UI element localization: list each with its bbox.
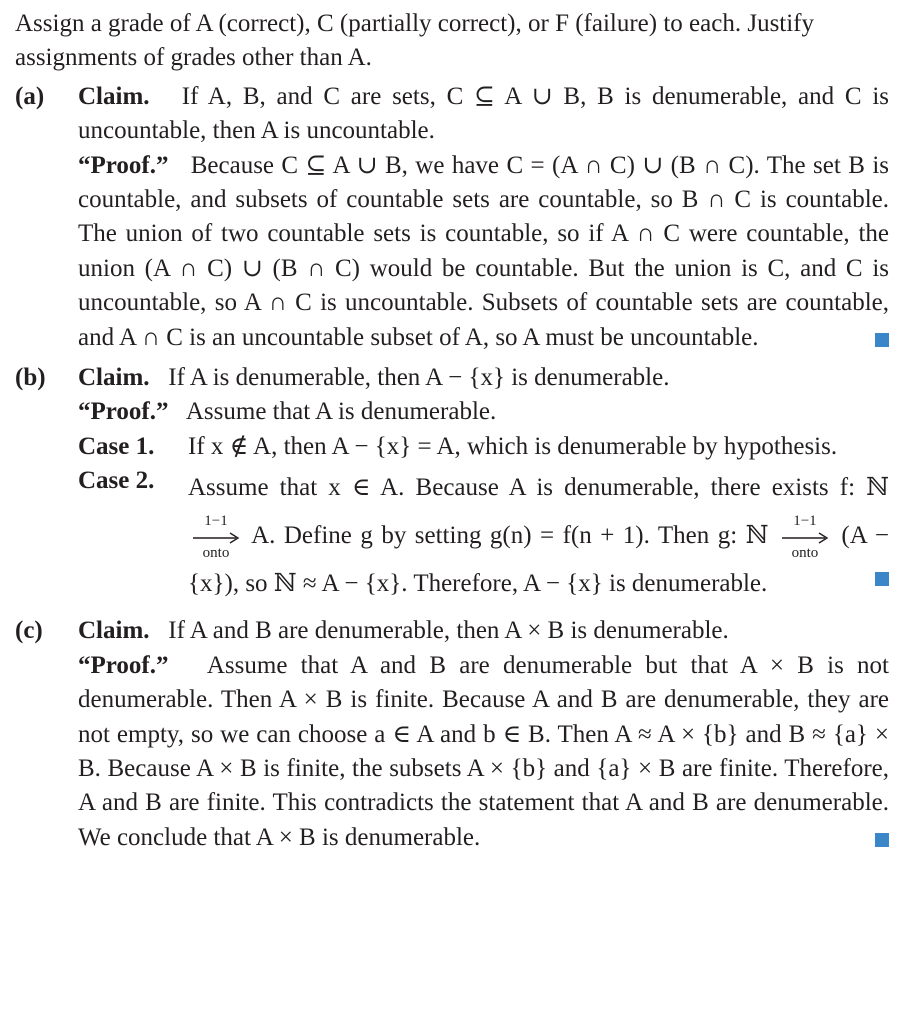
case-1-label: Case 1.	[78, 432, 155, 460]
item-b-label: (b)	[15, 364, 46, 392]
item-c-body	[78, 614, 889, 855]
case-1-text: If x ∉ A, then A − {x} = A, which is denumerable by hypothesis.	[188, 432, 838, 460]
case-2	[78, 464, 889, 608]
proof-text: Assume that A is denumerable.	[185, 398, 497, 426]
claim-label: Claim.	[78, 617, 150, 645]
function-f: f: ℕ	[839, 474, 890, 502]
qed-square-icon	[875, 833, 889, 847]
proof-text: Assume that A and B are denumerable but that A × B is not denumerable. Then A × B is finite. Because A and B are denumerable, they are not empty, so we can choose a ∈ A and b ∈ B. Then A ≈ A × {b} and B ≈ {a} × B. Because A × B is finite, the subsets A × {b} and {a} × B are finite. Therefore, A and B are finite. This contradicts the statement that A and B are denumerable. We conclude that A × B is denumerable.	[78, 651, 889, 851]
case-2-label: Case 2.	[78, 467, 155, 495]
arrow-top-label: 1−1	[793, 512, 817, 529]
arrow-bottom-label: onto	[202, 544, 230, 561]
claim-text: If A and B are denumerable, then A × B is denumerable.	[168, 617, 729, 645]
bijection-arrow-icon	[192, 512, 240, 561]
claim-label: Claim.	[78, 364, 150, 392]
qed-square-icon	[875, 333, 889, 347]
item-c-label: (c)	[15, 617, 43, 645]
page	[15, 7, 889, 861]
item-b-body	[78, 361, 889, 608]
case-2-text-d: is denumerable.	[609, 570, 768, 598]
proof-text: Because C ⊆ A ∪ B, we have C = (A ∩ C) ∪ (B ∩ C). The set B is countable, and subsets of countable sets are countable, so B ∩ C is countable. The union of two countable sets is countable, so if A ∩ C were countable, the union (A ∩ C) ∪ (B ∩ C) would be countable. But the union is C, and C is uncountable, so A ∩ C is uncountable. Subsets of countable sets are countable, and A ∩ C is an uncountable subset of A, so A must be uncountable.	[78, 151, 889, 351]
proof-label: “Proof.”	[78, 651, 169, 679]
case-2-text-c: (A − {x}), so ℕ ≈ A − {x}. Therefore, A − {x}	[188, 522, 889, 598]
claim-text: If A is denumerable, then A − {x} is denumerable.	[168, 364, 670, 392]
claim-text: If A, B, and C are sets, C ⊆ A ∪ B, B is denumerable, and C is uncountable, then A is uncountable.	[78, 82, 889, 145]
qed-square-icon	[875, 572, 889, 586]
bijection-arrow-icon	[781, 512, 829, 561]
proof-label: “Proof.”	[78, 151, 169, 179]
arrow-top-label: 1−1	[204, 512, 228, 529]
instructions: Assign a grade of A (correct), C (partially correct), or F (failure) to each. Justify assignments of grades other than A.	[15, 10, 815, 72]
proof-label: “Proof.”	[78, 398, 169, 426]
case-1	[78, 430, 889, 464]
item-a-body	[78, 80, 889, 355]
item-a-label: (a)	[15, 82, 45, 110]
item-c	[15, 614, 889, 855]
item-a	[15, 80, 889, 355]
function-g: g: ℕ	[717, 522, 769, 550]
item-b	[15, 361, 889, 608]
claim-label: Claim.	[78, 82, 150, 110]
case-2-text-b: A. Define g by setting g(n) = f(n + 1). Then	[251, 522, 710, 550]
case-2-text-a: Assume that x ∈ A. Because A is denumerable, there exists	[188, 474, 829, 502]
arrow-bottom-label: onto	[791, 544, 819, 561]
